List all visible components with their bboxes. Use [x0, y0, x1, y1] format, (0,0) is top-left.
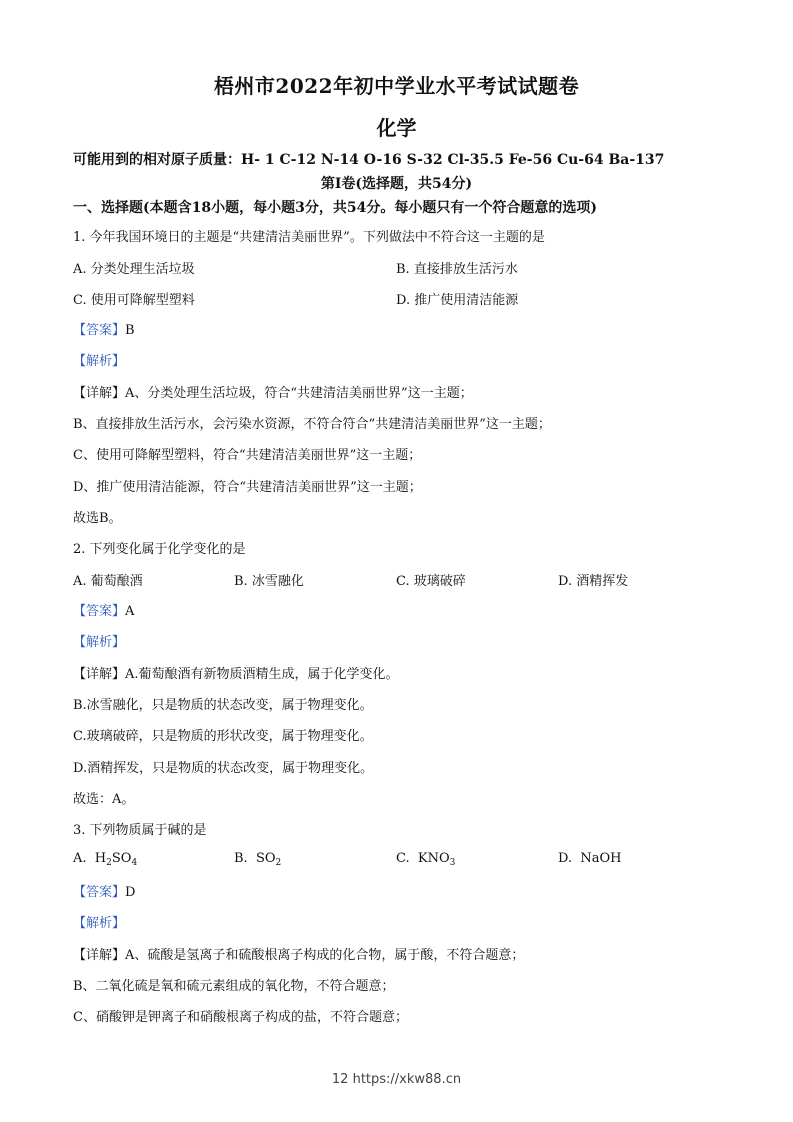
formula-part: H [94, 851, 107, 866]
detail-text: A、分类处理生活垃圾，符合“共建清洁美丽世界”这一主题； [125, 386, 473, 401]
question-3-detail-2: B、二氧化硫是氧和硫元素组成的氧化物，不符合题意； [73, 979, 395, 994]
question-3-answer [73, 881, 135, 900]
question-1-option-b: B. 直接排放生活污水 [396, 262, 518, 277]
question-2-analysis-tag: 【解析】 [73, 635, 126, 650]
question-3-detail-3: C、硝酸钾是钾离子和硝酸根离子构成的盐，不符合题意； [73, 1010, 408, 1025]
question-2-detail-3: C.玻璃破碎，只是物质的形状改变，属于物理变化。 [73, 729, 373, 744]
option-letter: B. [234, 851, 248, 866]
question-3-option-d [558, 851, 621, 866]
answer-tag: 【答案】 [73, 885, 126, 900]
question-3-detail-1 [73, 944, 524, 963]
option-letter: D. [558, 851, 573, 866]
question-1-option-d: D. 推广使用清洁能源 [396, 293, 519, 308]
question-2-detail-4: D.酒精挥发，只是物质的状态改变，属于物理变化。 [73, 761, 374, 776]
question-1-detail-3: C、使用可降解型塑料，符合“共建清洁美丽世界”这一主题； [73, 448, 422, 463]
subject-title: 化学 [376, 116, 417, 140]
detail-tag: 【详解】 [73, 948, 126, 963]
volume-title: 第Ⅰ卷(选择题，共54分) [320, 176, 473, 192]
answer-tag: 【答案】 [73, 604, 126, 619]
formula-subscript: 2 [275, 858, 282, 868]
question-1-detail-1 [73, 382, 473, 401]
page-footer: 12 https://xkw88.cn [331, 1072, 462, 1087]
question-2-conclusion: 故选：A。 [73, 792, 135, 807]
exam-title: 梧州市2022年初中学业水平考试试题卷 [213, 74, 580, 98]
question-2-option-b: B. 冰雪融化 [234, 574, 304, 589]
question-2-stem: 2. 下列变化属于化学变化的是 [73, 542, 246, 557]
question-1-answer [73, 319, 135, 338]
answer-value: A [125, 604, 135, 619]
detail-tag: 【详解】 [73, 386, 126, 401]
answer-value: B [125, 323, 135, 338]
question-1-option-c: C. 使用可降解型塑料 [73, 293, 195, 308]
formula-part: SO [111, 851, 132, 866]
question-3-option-c [396, 851, 455, 868]
formula-subscript: 4 [131, 858, 138, 868]
question-3-analysis-tag: 【解析】 [73, 916, 126, 931]
atomic-mass-line: 可能用到的相对原子质量：H- 1 C-12 N-14 O-16 S-32 Cl-35.5 Fe-56 Cu-64 Ba-137 [73, 152, 665, 168]
question-1-analysis-tag: 【解析】 [73, 354, 126, 369]
question-2-detail-2: B.冰雪融化，只是物质的状态改变，属于物理变化。 [73, 698, 373, 713]
question-3-option-b [234, 851, 281, 868]
question-2-detail-1 [73, 663, 399, 682]
question-2-answer [73, 600, 134, 619]
formula-part: KNO [417, 851, 450, 866]
question-1-stem: 1. 今年我国环境日的主题是“共建清洁美丽世界”。下列做法中不符合这一主题的是 [73, 230, 545, 245]
detail-text: A.葡萄酿酒有新物质酒精生成，属于化学变化。 [125, 667, 399, 682]
detail-text: A、硫酸是氢离子和硫酸根离子构成的化合物，属于酸，不符合题意； [125, 948, 525, 963]
answer-tag: 【答案】 [73, 323, 126, 338]
detail-tag: 【详解】 [73, 667, 126, 682]
question-3-option-a [73, 851, 137, 868]
question-2-option-c: C. 玻璃破碎 [396, 574, 466, 589]
question-1-option-a: A. 分类处理生活垃圾 [73, 262, 195, 277]
section-title: 一、选择题(本题含18小题，每小题3分，共54分。每小题只有一个符合题意的选项) [73, 200, 597, 216]
answer-value: D [125, 885, 136, 900]
question-2-option-a: A. 葡萄酿酒 [73, 574, 143, 589]
formula-subscript: 2 [106, 858, 112, 868]
question-1-detail-4: D、推广使用清洁能源，符合“共建清洁美丽世界”这一主题； [73, 480, 422, 495]
question-3-stem: 3. 下列物质属于碱的是 [73, 823, 207, 838]
formula-part: NaOH [580, 851, 622, 866]
question-1-conclusion: 故选B。 [73, 511, 122, 526]
option-letter: A. [73, 851, 87, 866]
question-1-detail-2: B、直接排放生活污水，会污染水资源，不符合符合“共建清洁美丽世界”这一主题； [73, 417, 551, 432]
question-2-option-d: D. 酒精挥发 [558, 574, 629, 589]
formula-subscript: 3 [449, 858, 456, 868]
formula-part: SO [255, 851, 276, 866]
option-letter: C. [396, 851, 410, 866]
